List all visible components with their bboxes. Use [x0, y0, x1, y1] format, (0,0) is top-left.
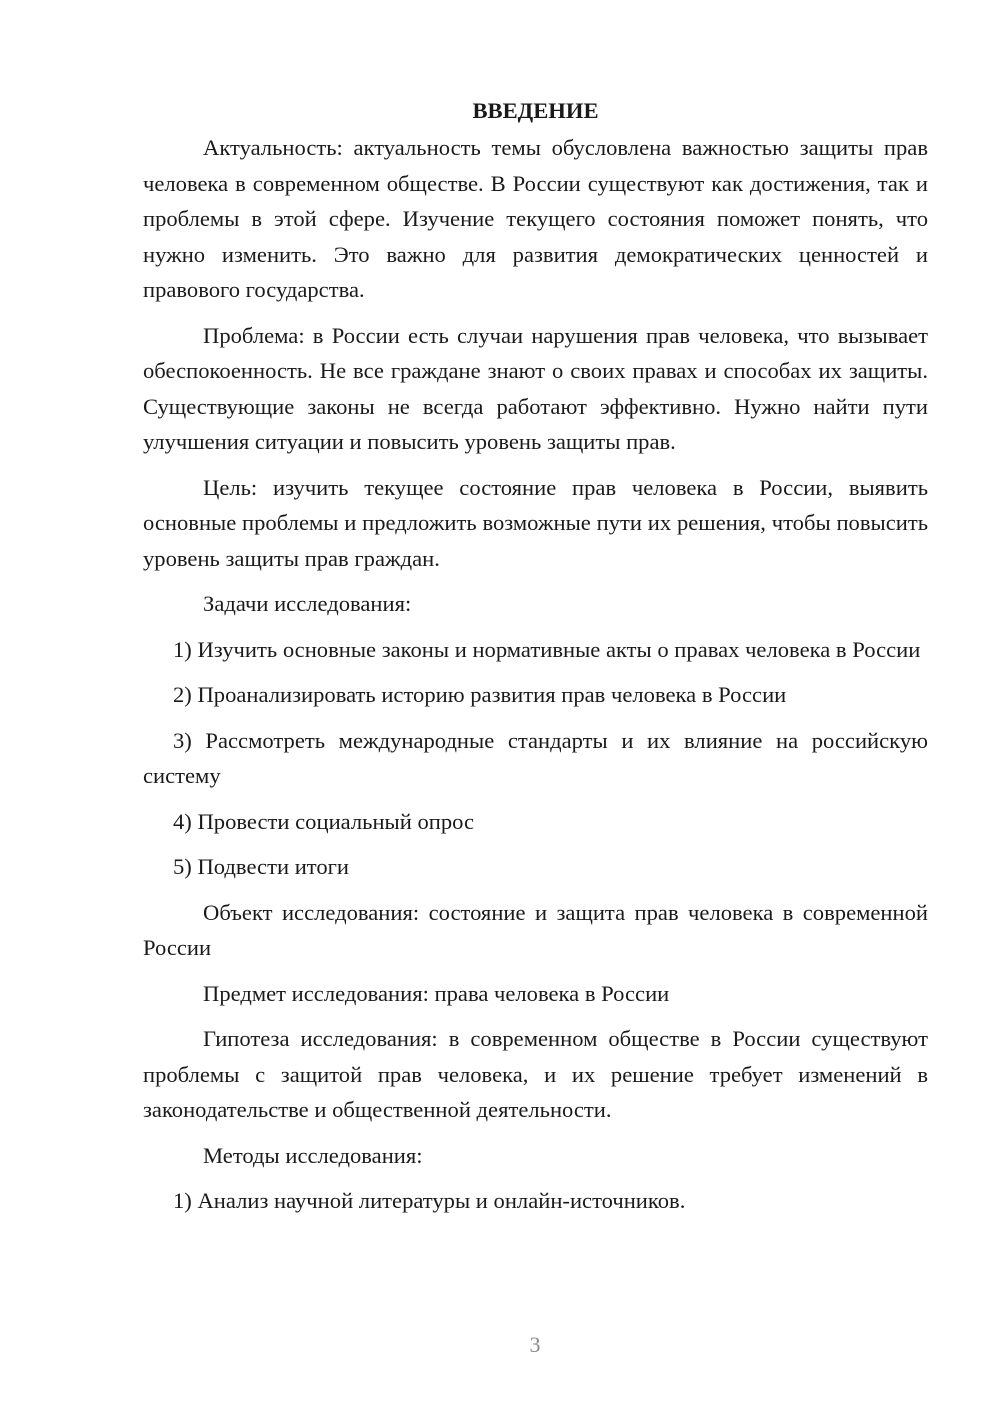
hypothesis-paragraph: Гипотеза исследования: в современном обществе в России существуют проблемы с защитой прав человека, и их решение требует изменений в законодательстве и общественной деятельности.	[143, 1026, 928, 1122]
task-item-4: 4) Провести социальный опрос	[173, 808, 475, 834]
task-item-1: 1) Изучить основные законы и нормативные акты о правах человека в России	[173, 636, 921, 662]
subject-paragraph: Предмет исследования: права человека в России	[203, 980, 670, 1006]
page-content	[143, 96, 928, 1229]
task-item-2: 2) Проанализировать историю развития прав человека в России	[173, 682, 787, 707]
page-title: ВВЕДЕНИЕ	[472, 98, 599, 123]
methods-title: Методы исследования:	[203, 1142, 423, 1168]
problem-paragraph: Проблема: в России есть случаи нарушения прав человека, что вызывает обеспокоенность. Не все граждане знают о своих правах и способах их защиты. Существующие законы не всегда работают эффективно. Нужно найти пути улучшения ситуации и повысить уровень защиты прав.	[143, 322, 928, 454]
task-item-5: 5) Подвести итоги	[173, 854, 350, 879]
goal-paragraph: Цель: изучить текущее состояние прав человека в России, выявить основные проблемы и предложить возможные пути их решения, чтобы повысить уровень защиты прав граждан.	[143, 474, 928, 571]
object-paragraph: Объект исследования: состояние и защита прав человека в современной России	[143, 899, 928, 960]
task-item-3: 3) Рассмотреть международные стандарты и их влияние на российскую систему	[143, 727, 928, 788]
tasks-title: Задачи исследования:	[203, 591, 412, 616]
method-item-1: 1) Анализ научной литературы и онлайн-источников.	[173, 1188, 686, 1213]
relevance-paragraph: Актуальность: актуальность темы обусловлена важностью защиты прав человека в современном обществе. В России существуют как достижения, так и проблемы в этой сфере. Изучение текущего состояния поможет понять, что нужно изменить. Это важно для развития демократических ценностей и правового государства.	[143, 135, 928, 302]
page-number: 3	[529, 1332, 541, 1357]
